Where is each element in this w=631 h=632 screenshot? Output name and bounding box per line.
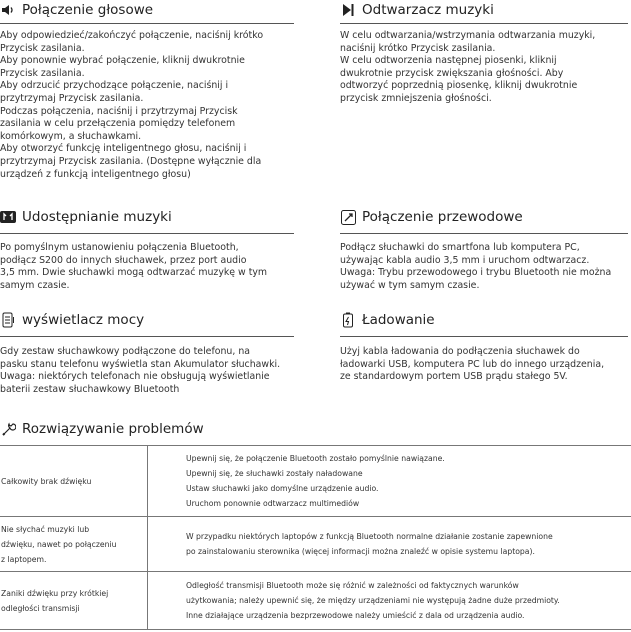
share-music-icon <box>0 209 16 225</box>
power-display-heading <box>0 312 144 328</box>
music-sharing-title: Udostępnianie muzyki <box>22 209 172 225</box>
troubleshooting-title: Rozwiązywanie problemów <box>22 421 204 437</box>
music-sharing-heading <box>0 209 172 225</box>
problem-cell: Nie słychać muzyki lub dźwięku, nawet po połączeniu z laptopem. <box>0 517 148 572</box>
table-row <box>0 572 631 630</box>
charging-icon <box>340 312 356 328</box>
solution-cell: W przypadku niektórych laptopów z funkcją Bluetooth normalne działanie zostanie zapewnione po zainstalowaniu sterownika (więcej informacji można znaleźć w opisie systemu laptopa). <box>186 532 553 556</box>
voice-call-text: Aby odpowiedzieć/zakończyć połączenie, naciśnij krótko Przycisk zasilania. Aby ponownie wybrać połączenie, kliknij dwukrotnie Przycisk zasilania. Aby odrzucić przychodzące połączenie, naciśnij i przytrzymaj Przycisk zasilania. Podczas połączenia, naciśnij i przytrzymaj Przycisk zasilania w celu przełączenia pomiędzy telefonem komórkowym, a słuchawkami. Aby otworzyć funkcję inteligentnego głosu, naciśnij i przytrzymaj Przycisk zasilania. (Dostępne wyłącznie dla urządzeń z funkcją inteligentnego głosu) <box>0 30 264 180</box>
charging-rule <box>340 336 628 337</box>
troubleshooting-heading <box>0 421 204 437</box>
music-player-text: W celu odtwarzania/wstrzymania odtwarzania muzyki, naciśnij krótko Przycisk zasilania. W celu odtworzenia następnej piosenki, kliknij dwukrotnie przycisk zwiększania głośności. Aby odtworzyć poprzednią piosenkę, kliknij dwukrotnie przycisk zmniejszenia głośności. <box>340 30 596 104</box>
speaker-icon <box>0 2 16 18</box>
wired-connection-rule <box>340 233 628 234</box>
charging-heading <box>340 312 435 328</box>
wrench-icon <box>0 421 16 437</box>
table-row <box>0 446 631 517</box>
battery-display-icon <box>0 312 16 328</box>
charging-text: Użyj kabla ładowania do podłączenia słuchawek do ładowarki USB, komputera PC lub do innego urządzenia, ze standardowym portem USB prądu stałego 5V. <box>340 346 605 383</box>
music-player-heading <box>340 2 494 18</box>
music-sharing-rule <box>0 233 294 234</box>
power-display-title: wyświetlacz mocy <box>22 312 145 328</box>
wired-connection-text: Podłącz słuchawki do smartfona lub komputera PC, używając kabla audio 3,5 mm i uruchom odtwarzacz. Uwaga: Trybu przewodowego i trybu Bluetooth nie można używać w tym samym czasie. <box>340 242 612 291</box>
troubleshooting-table <box>0 445 631 630</box>
voice-call-title: Połączenie głosowe <box>22 2 154 18</box>
solution-cell: Odległość transmisji Bluetooth może się różnić w zależności od faktycznych warunków użytkowania; należy upewnić się, że między urządzeniami nie występują żadne duże przedmioty. Inne działające urządzenia bezprzewodowe należy umieścić z dala od urządzenia audio. <box>186 581 560 620</box>
voice-call-heading <box>0 2 153 18</box>
play-next-icon <box>340 2 356 18</box>
music-player-title: Odtwarzacz muzyki <box>362 2 494 18</box>
charging-title: Ładowanie <box>362 312 435 328</box>
music-sharing-text: Po pomyślnym ustanowieniu połączenia Bluetooth, podłącz S200 do innych słuchawek, przez port audio 3,5 mm. Dwie słuchawki mogą odtwarzać muzykę w tym samym czasie. <box>0 242 268 291</box>
problem-cell: Całkowity brak dźwięku <box>0 446 148 517</box>
wired-connection-heading <box>340 209 523 225</box>
wired-connection-title: Połączenie przewodowe <box>362 209 523 225</box>
power-display-text: Gdy zestaw słuchawkowy podłączone do telefonu, na pasku stanu telefonu wyświetla stan Akumulator słuchawki. Uwaga: niektórych telefonach nie obsługują wyświetlanie baterii zestaw słuchawkowy Bluetooth <box>0 346 281 395</box>
problem-cell: Zaniki dźwięku przy krótkiej odległości transmisji <box>0 572 148 630</box>
wired-connection-icon <box>340 209 356 225</box>
music-player-rule <box>340 23 628 24</box>
table-row <box>0 517 631 572</box>
voice-call-rule <box>0 23 294 24</box>
power-display-rule <box>0 336 294 337</box>
solution-cell: Upewnij się, że połączenie Bluetooth zostało pomyślnie nawiązane. Upewnij się, że słuchawki zostały naładowane Ustaw słuchawki jako domyślne urządzenie audio. Uruchom ponownie odtwarzacz multimediów <box>186 454 445 508</box>
